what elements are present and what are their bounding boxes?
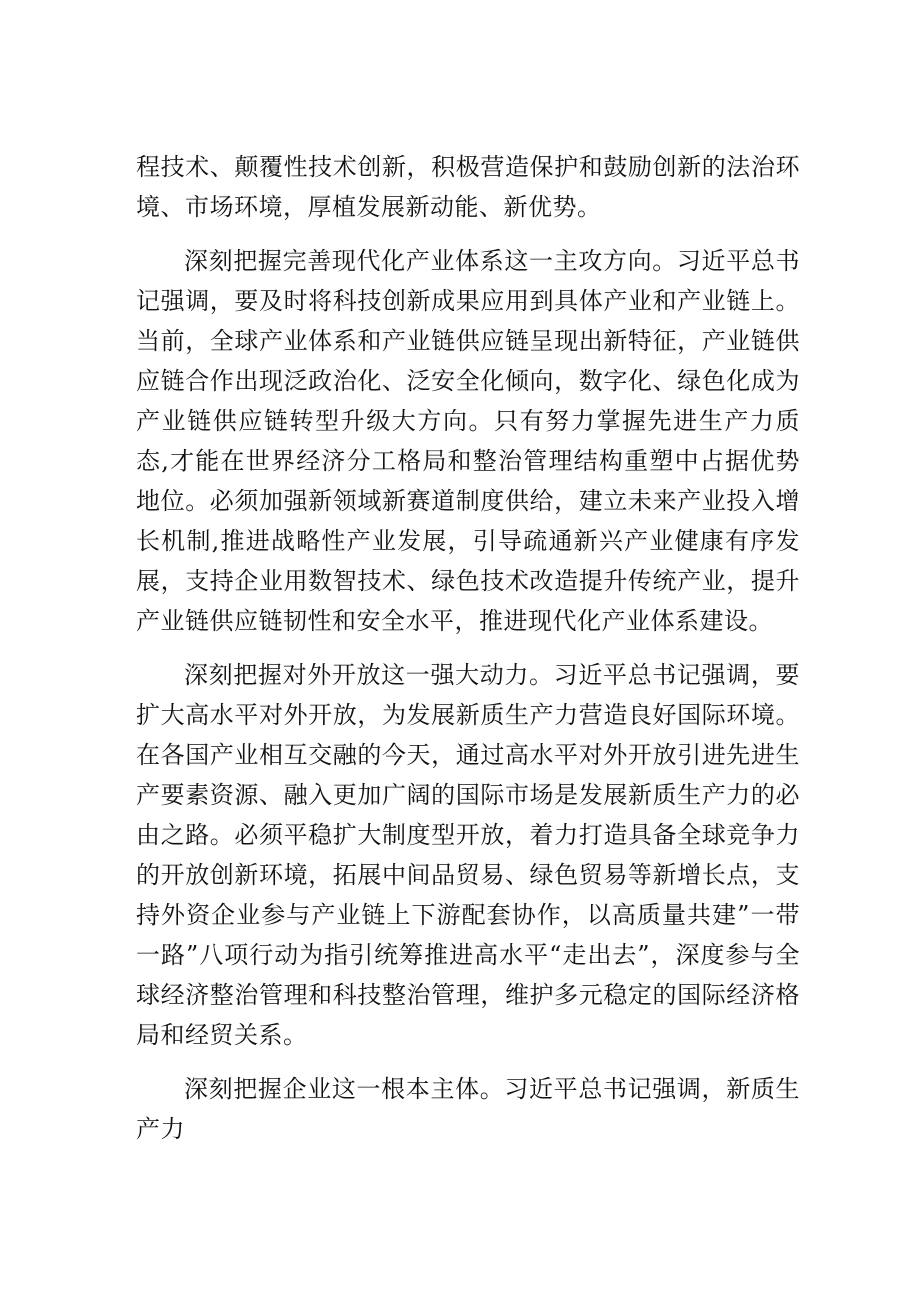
- paragraph-enterprise: 深刻把握企业这一根本主体。习近平总书记强调，新质生产力: [136, 1075, 800, 1143]
- paragraph-industrial-system: 深刻把握完善现代化产业体系这一主攻方向。习近平总书记强调，要及时将科技创新成果应用到具体产业和产业链上。当前，全球产业体系和产业链供应链呈现出新特征，产业链供应链合作出现泛政治化、泛安全化倾向，数字化、绿色化成为产业链供应链转型升级大方向。只有努力掌握先进生产力质态,才能在世界经济分工格局和整治管理结构重塑中占据优势地位。必须加强新领域新赛道制度供给，建立未来产业投入增长机制,推进战略性产业发展，引导疏通新兴产业健康有序发展，支持企业用数智技术、绿色技术改造提升传统产业，提升产业链供应链韧性和安全水平，推进现代化产业体系建设。: [136, 247, 800, 635]
- document-body: [136, 147, 800, 1149]
- paragraph-opening-up: 深刻把握对外开放这一强大动力。习近平总书记强调，要扩大高水平对外开放，为发展新质生产力营造良好国际环境。在各国产业相互交融的今天，通过高水平对外开放引进先进生产要素资源、融入更加广阔的国际市场是发展新质生产力的必由之路。必须平稳扩大制度型开放，着力打造具备全球竞争力的开放创新环境，拓展中间品贸易、绿色贸易等新增长点，支持外资企业参与产业链上下游配套协作，以高质量共建”一带一路”八项行动为指引统筹推进高水平“走出去”，深度参与全球经济整治管理和科技整治管理，维护多元稳定的国际经济格局和经贸关系。: [136, 661, 800, 1049]
- paragraph-continuation: 程技术、颠覆性技术创新，积极营造保护和鼓励创新的法治环境、市场环境，厚植发展新动能、新优势。: [136, 153, 800, 221]
